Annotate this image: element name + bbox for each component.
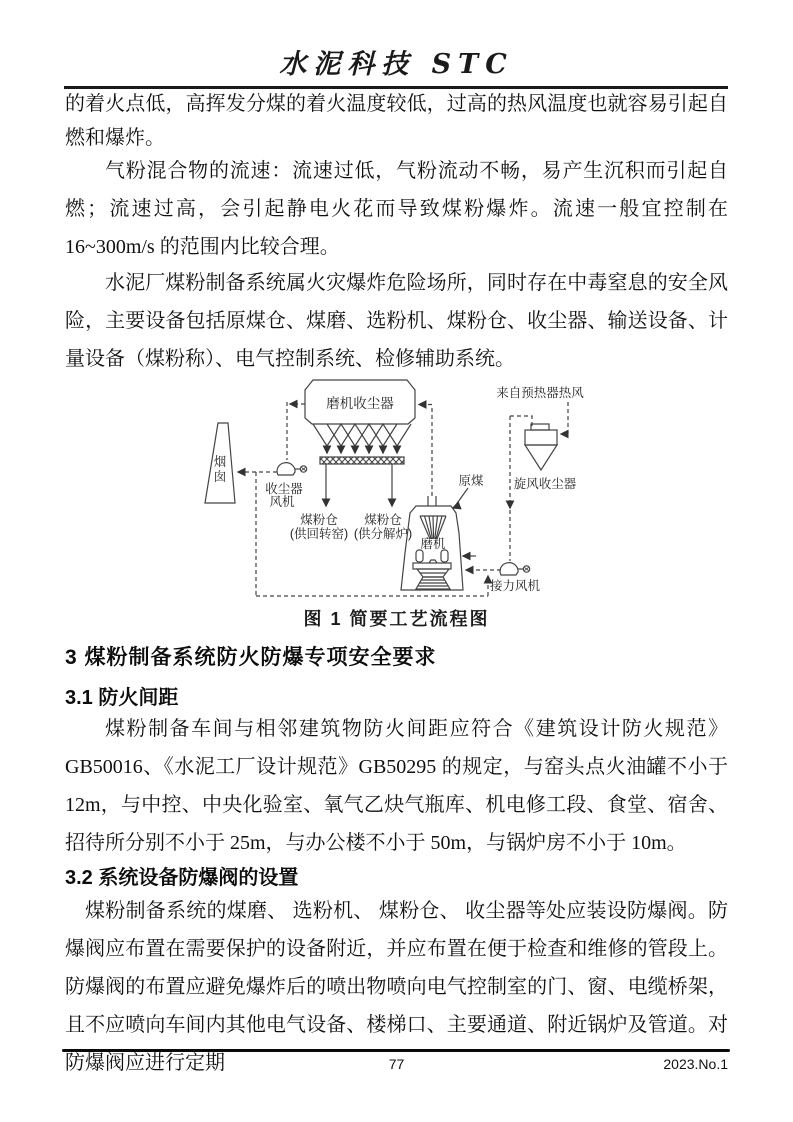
label-bin-kiln-2: (供回转窑) xyxy=(289,527,349,541)
issue-number: 2023.No.1 xyxy=(663,1056,728,1072)
cyclone-shape xyxy=(525,424,557,470)
label-chimney-char1: 烟 xyxy=(213,455,227,469)
label-cyclone: 旋风收尘器 xyxy=(513,477,577,491)
bin-discharge-arrows xyxy=(326,464,392,506)
label-collector-fan-1: 收尘器 xyxy=(265,482,303,496)
section-3-1-body: 煤粉制备车间与相邻建筑物防火间距应符合《建筑设计防火规范》GB50016、《水泥工厂设计规范》GB50295 的规定，与窑头点火油罐不小于 12m，与中控、中央化验室、氧气乙炔气瓶库、机电修工段、食堂、宿舍、招待所分别不小于 25m，与办公楼不小于 50m，与锅炉房不小于 10m。 xyxy=(65,718,728,854)
process-flow-diagram xyxy=(180,378,630,638)
label-raw-coal: 原煤 xyxy=(458,474,484,488)
footer-rule xyxy=(62,1049,730,1052)
label-preheater-air: 来自预热器热风 xyxy=(496,386,584,400)
raw-coal-arrow xyxy=(453,488,468,508)
figure-caption: 图 1 简要工艺流程图 xyxy=(303,609,490,629)
label-chimney-char2: 囱 xyxy=(213,470,227,484)
section-3-2-body: 煤粉制备系统的煤磨、 选粉机、 煤粉仓、 收尘器等处应装设防爆阀。防爆阀应布置在需要保护的设备附近，并应布置在便于检查和维修的管段上。防爆阀的布置应避免爆炸后的喷出物喷向电气控制室的门、窗、电缆桥架，且不应喷向车间内其他电气设备、楼梯口、主要通道、附近锅炉及管道。对防爆阀应进行定期 xyxy=(65,900,728,1074)
paragraph-system-risk: 水泥厂煤粉制备系统属火灾爆炸危险场所，同时存在中毒窒息的安全风险，主要设备包括原煤仓、煤磨、选粉机、煤粉仓、收尘器、输送设备、计量设备（煤粉称）、电气控制系统、检修辅助系统。 xyxy=(65,272,728,370)
paragraph-ignition: 的着火点低，高挥发分煤的着火温度较低，过高的热风温度也就容易引起自燃和爆炸。 xyxy=(65,93,728,149)
label-mill: 磨机 xyxy=(420,537,446,551)
label-mill-dust-collector: 磨机收尘器 xyxy=(326,396,394,411)
relay-fan-icon xyxy=(500,563,530,575)
section-3-2-heading: 3.2 系统设备防爆阀的设置 xyxy=(65,867,299,889)
label-relay-fan: 接力风机 xyxy=(489,579,541,593)
collector-fan-icon xyxy=(277,463,307,475)
page-number: 77 xyxy=(388,1056,405,1072)
label-bin-calciner-1: 煤粉仓 xyxy=(364,513,402,527)
label-bin-kiln-1: 煤粉仓 xyxy=(300,513,338,527)
label-bin-calciner-2: (供分解炉) xyxy=(353,527,413,541)
paragraph-flow-velocity: 气粉混合物的流速：流速过低，气粉流动不畅，易产生沉积而引起自燃；流速过高，会引起静电火花而导致煤粉爆炸。流速一般宜控制在 16~300m/s 的范围内比较合理。 xyxy=(65,160,728,258)
section-3-heading: 3 煤粉制备系统防火防爆专项安全要求 xyxy=(65,646,437,669)
section-3-1-heading: 3.1 防火间距 xyxy=(65,687,179,709)
journal-title: 水泥科技 STC xyxy=(279,49,514,80)
mill-dust-collector-shape xyxy=(305,380,415,464)
label-collector-fan-2: 风机 xyxy=(269,495,295,509)
